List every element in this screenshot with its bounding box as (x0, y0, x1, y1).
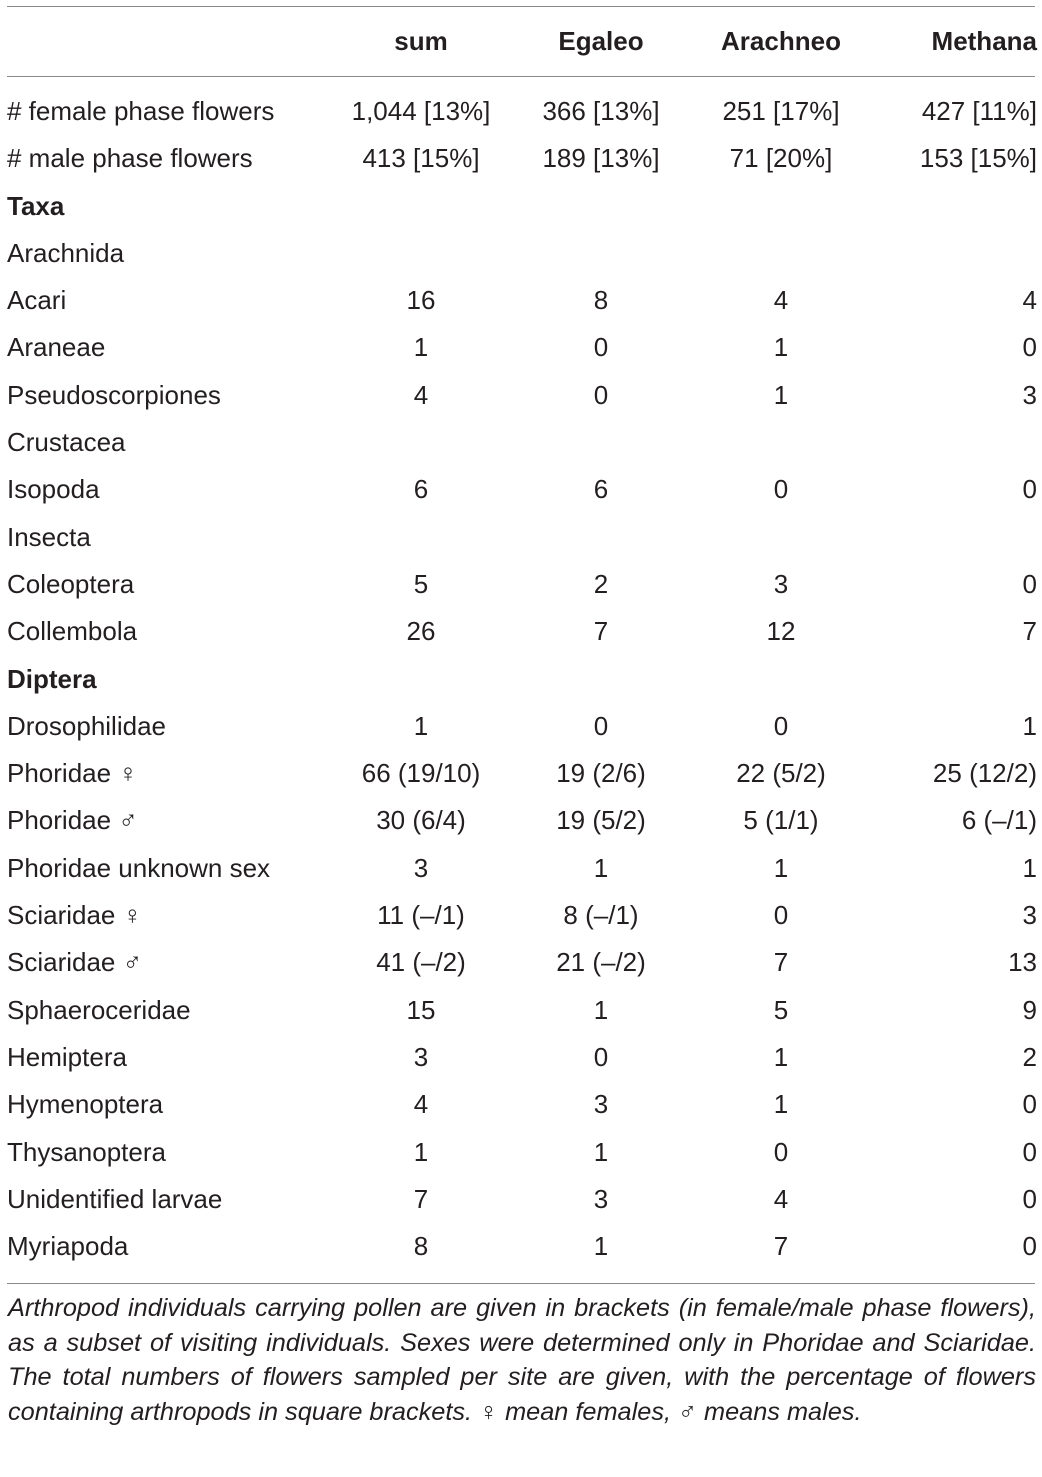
cell-arachneo (691, 419, 871, 466)
row-label: Araneae (7, 332, 106, 363)
cell-egaleo: 8 (593, 285, 609, 316)
header-row (7, 17, 1037, 65)
cell-arachneo: 5 (773, 994, 789, 1025)
cell-egaleo (511, 183, 691, 230)
cell-methana: 0 (1022, 474, 1037, 505)
cell-egaleo: 0 (593, 379, 609, 410)
table-row (7, 797, 1037, 844)
cell-egaleo: 0 (593, 1041, 609, 1072)
cell-methana: 0 (1022, 1231, 1037, 1262)
row-label: Pseudoscorpiones (7, 379, 221, 410)
cell-sum: 11 (–/1) (377, 900, 465, 931)
table-row (7, 466, 1037, 513)
cell-egaleo: 2 (593, 568, 609, 599)
cell-arachneo: 1 (773, 332, 789, 363)
cell-egaleo: 8 (–/1) (563, 900, 639, 931)
table-body (7, 65, 1037, 1270)
cell-methana: 1 (1022, 710, 1037, 741)
cell-methana: 3 (1022, 379, 1037, 410)
cell-arachneo: 1 (773, 379, 789, 410)
row-label: Taxa (7, 190, 65, 221)
top-rule (7, 6, 1035, 7)
cell-sum: 4 (413, 379, 429, 410)
table-row (7, 419, 1037, 466)
cell-arachneo: 71 [20%] (729, 143, 833, 174)
cell-methana (871, 514, 1037, 561)
row-label: Phoridae unknown sex (7, 852, 271, 883)
table-row (7, 608, 1037, 655)
table-row (7, 230, 1037, 277)
header-methana: Methana (931, 26, 1037, 56)
cell-methana: 0 (1022, 332, 1037, 363)
cell-methana: 25 (12/2) (932, 758, 1037, 789)
cell-sum: 1,044 [13%] (351, 96, 491, 126)
header-spacer (7, 65, 1037, 88)
header-taxon (7, 17, 331, 65)
cell-egaleo: 1 (593, 994, 609, 1025)
cell-sum: 15 (406, 994, 436, 1025)
row-label: Coleoptera (7, 568, 135, 599)
cell-arachneo: 22 (5/2) (736, 758, 826, 789)
cell-sum: 3 (413, 1041, 429, 1072)
cell-egaleo: 0 (593, 710, 609, 741)
row-label: Insecta (7, 521, 91, 552)
cell-egaleo (511, 419, 691, 466)
cell-sum: 1 (413, 710, 429, 741)
arthropod-table (7, 17, 1037, 1270)
row-label: Arachnida (7, 237, 125, 268)
cell-egaleo: 1 (593, 1136, 609, 1167)
cell-sum (331, 419, 511, 466)
row-label: # male phase flowers (7, 143, 253, 174)
cell-arachneo: 7 (773, 947, 789, 978)
row-label: Thysanoptera (7, 1136, 166, 1167)
table-row (7, 561, 1037, 608)
cell-arachneo: 1 (773, 1089, 789, 1120)
cell-methana (871, 419, 1037, 466)
row-label: Drosophilidae (7, 710, 166, 741)
cell-sum: 66 (19/10) (361, 758, 481, 789)
table-row (7, 987, 1037, 1034)
cell-egaleo: 366 [13%] (542, 96, 660, 126)
cell-arachneo: 5 (1/1) (743, 805, 819, 836)
cell-methana: 7 (1022, 616, 1037, 647)
table-row (7, 514, 1037, 561)
table-row (7, 656, 1037, 703)
cell-arachneo: 0 (773, 900, 789, 931)
row-label: Phoridae ♀ (7, 758, 138, 789)
row-label: Sciaridae ♂ (7, 947, 143, 978)
row-label: Hymenoptera (7, 1089, 164, 1120)
cell-egaleo: 189 [13%] (542, 143, 660, 174)
row-label: # female phase flowers (7, 96, 275, 126)
cell-sum: 5 (413, 568, 429, 599)
table-row (7, 1034, 1037, 1081)
cell-arachneo: 0 (773, 474, 789, 505)
cell-sum (331, 656, 511, 703)
row-label: Hemiptera (7, 1041, 127, 1072)
table-row (7, 88, 1037, 135)
cell-egaleo: 1 (593, 852, 609, 883)
cell-egaleo: 6 (593, 474, 609, 505)
cell-sum (331, 230, 511, 277)
table-row (7, 703, 1037, 750)
cell-arachneo: 4 (773, 1183, 789, 1214)
cell-sum: 30 (6/4) (376, 805, 466, 836)
cell-arachneo (691, 183, 871, 230)
cell-methana (871, 183, 1037, 230)
cell-sum: 1 (413, 1136, 429, 1167)
cell-methana: 6 (–/1) (961, 805, 1037, 836)
cell-egaleo: 3 (593, 1089, 609, 1120)
cell-egaleo: 3 (593, 1183, 609, 1214)
cell-methana: 4 (1022, 285, 1037, 316)
row-label: Collembola (7, 616, 138, 647)
cell-egaleo: 7 (593, 616, 609, 647)
cell-sum: 41 (–/2) (376, 947, 466, 978)
cell-sum (331, 514, 511, 561)
cell-sum: 26 (406, 616, 436, 647)
bottom-rule (7, 1283, 1035, 1284)
cell-arachneo: 12 (766, 616, 796, 647)
row-label: Unidentified larvae (7, 1183, 223, 1214)
cell-arachneo (691, 514, 871, 561)
row-label: Myriapoda (7, 1231, 129, 1262)
cell-methana: 0 (1022, 1089, 1037, 1120)
table-row (7, 750, 1037, 797)
cell-arachneo (691, 656, 871, 703)
table-row (7, 1081, 1037, 1128)
cell-arachneo: 1 (773, 852, 789, 883)
header-arachneo: Arachneo (721, 26, 841, 56)
cell-arachneo: 0 (773, 1136, 789, 1167)
row-label: Phoridae ♂ (7, 805, 138, 836)
cell-sum: 8 (413, 1231, 429, 1262)
cell-arachneo: 0 (773, 710, 789, 741)
cell-egaleo: 21 (–/2) (556, 947, 646, 978)
cell-methana (871, 230, 1037, 277)
table-row (7, 845, 1037, 892)
table-row (7, 324, 1037, 371)
cell-methana: 427 [11%] (921, 96, 1037, 126)
cell-sum: 4 (413, 1089, 429, 1120)
cell-methana: 153 [15%] (919, 143, 1037, 174)
cell-methana: 13 (1008, 947, 1037, 978)
cell-methana (871, 656, 1037, 703)
cell-egaleo (511, 656, 691, 703)
cell-methana: 0 (1022, 1183, 1037, 1214)
cell-egaleo (511, 514, 691, 561)
cell-egaleo: 0 (593, 332, 609, 363)
cell-methana: 0 (1022, 1136, 1037, 1167)
row-label: Crustacea (7, 427, 126, 458)
cell-egaleo: 1 (593, 1231, 609, 1262)
cell-egaleo (511, 230, 691, 277)
row-label: Diptera (7, 663, 97, 694)
table-row (7, 372, 1037, 419)
cell-sum: 3 (413, 852, 429, 883)
cell-methana: 9 (1022, 994, 1037, 1025)
row-label: Sphaeroceridae (7, 994, 191, 1025)
cell-methana: 3 (1022, 900, 1037, 931)
cell-arachneo: 251 [17%] (722, 96, 840, 126)
row-label: Isopoda (7, 474, 100, 505)
row-label: Sciaridae ♀ (7, 900, 143, 931)
header-sum: sum (394, 26, 448, 56)
cell-arachneo (691, 230, 871, 277)
cell-sum: 7 (413, 1183, 429, 1214)
cell-sum (331, 183, 511, 230)
table-caption: Arthropod individuals carrying pollen are given in brackets (in female/male phase flowers), as a subset of visiting individuals. Sexes were determined only in Phoridae and Sciaridae. The total numbers of flowers sampled per site are given, with the percentage of flowers containing arthropods in square brackets. ♀ mean females, ♂ means males. (8, 1294, 1036, 1426)
cell-egaleo: 19 (5/2) (556, 805, 646, 836)
cell-methana: 2 (1022, 1041, 1037, 1072)
table-row (7, 892, 1037, 939)
table-row (7, 277, 1037, 324)
cell-arachneo: 7 (773, 1231, 789, 1262)
cell-egaleo: 19 (2/6) (556, 758, 646, 789)
table-row (7, 939, 1037, 986)
cell-sum: 6 (413, 474, 429, 505)
cell-sum: 16 (406, 285, 436, 316)
cell-methana: 0 (1022, 568, 1037, 599)
cell-sum: 413 [15%] (362, 143, 480, 174)
cell-arachneo: 1 (773, 1041, 789, 1072)
table-row (7, 135, 1037, 182)
cell-arachneo: 4 (773, 285, 789, 316)
header-egaleo: Egaleo (558, 26, 644, 56)
cell-sum: 1 (413, 332, 429, 363)
table-row (7, 1129, 1037, 1176)
row-label: Acari (7, 285, 67, 316)
cell-methana: 1 (1022, 852, 1037, 883)
table-row (7, 1176, 1037, 1223)
table-row (7, 183, 1037, 230)
table-row (7, 1223, 1037, 1270)
cell-arachneo: 3 (773, 568, 789, 599)
